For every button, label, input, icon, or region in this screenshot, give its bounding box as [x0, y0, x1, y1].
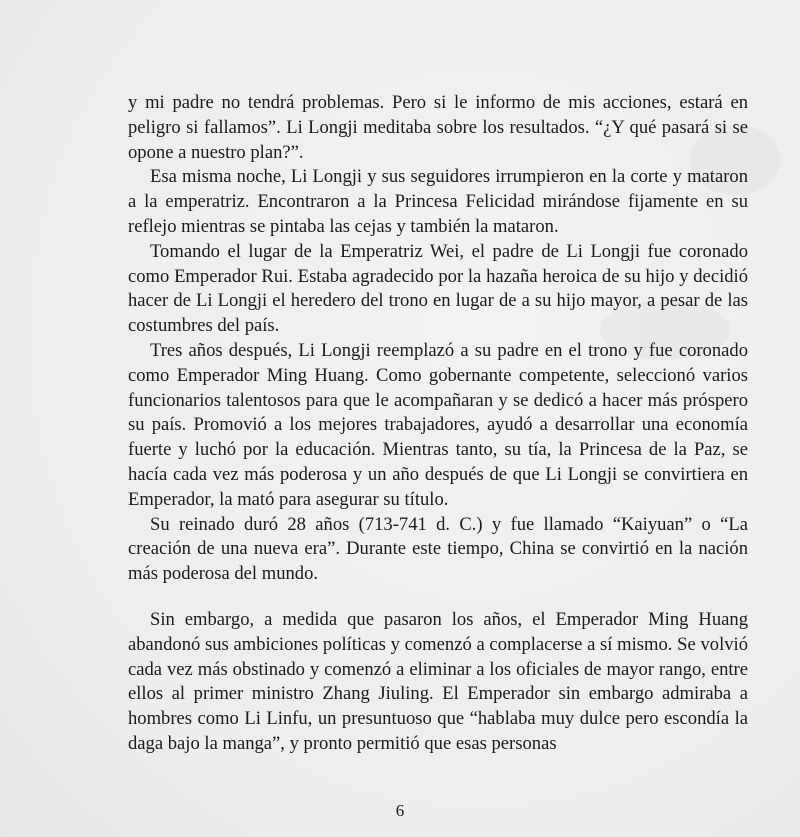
- paragraph: Esa misma noche, Li Longji y sus seguidores irrumpieron en la corte y mataron a la emperatriz. Encontraron a la Princesa Felicidad mirándose fijamente en su reflejo mientras se pintaba las cejas y también la mataron.: [128, 166, 748, 237]
- paragraph: y mi padre no tendrá problemas. Pero si le informo de mis acciones, estará en peligro si fallamos”. Li Longji meditaba sobre los resultados. “¿Y qué pasará si se opone a nuestro plan?”.: [128, 92, 748, 163]
- body-text: [128, 91, 748, 757]
- paragraph: Tres años después, Li Longji reemplazó a su padre en el trono y fue coronado como Emperador Ming Huang. Como gobernante competente, seleccionó varios funcionarios talentosos para que le acompañaran y se dedicó a hacer más próspero su país. Promovió a los mejores trabajadores, ayudó a desarrollar una economía fuerte y luchó por la educación. Mientras tanto, su tía, la Princesa de la Paz, se hacía cada vez más poderosa y un año después de que Li Longji se convirtiera en Emperador, la mató para asegurar su título.: [128, 339, 748, 510]
- page-number: 6: [395, 801, 405, 820]
- paragraph: Sin embargo, a medida que pasaron los años, el Emperador Ming Huang abandonó sus ambiciones políticas y comenzó a complacerse a sí mismo. Se volvió cada vez más obstinado y comenzó a eliminar a los oficiales de mayor rango, entre ellos al primer ministro Zhang Jiuling. El Emperador sin embargo admiraba a hombres como Li Linfu, un presuntuoso que “hablaba muy dulce pero escondía la daga bajo la manga”, y pronto permitió que esas personas: [128, 608, 748, 754]
- paragraph: Tomando el lugar de la Emperatriz Wei, el padre de Li Longji fue coronado como Emperador Rui. Estaba agradecido por la hazaña heroica de su hijo y decidió hacer de Li Longji el heredero del trono en lugar de a su hijo mayor, a pesar de las costumbres del país.: [128, 240, 748, 337]
- paragraph: Su reinado duró 28 años (713-741 d. C.) y fue llamado “Kaiyuan” o “La creación de una nueva era”. Durante este tiempo, China se convirtió en la nación más poderosa del mundo.: [128, 513, 748, 585]
